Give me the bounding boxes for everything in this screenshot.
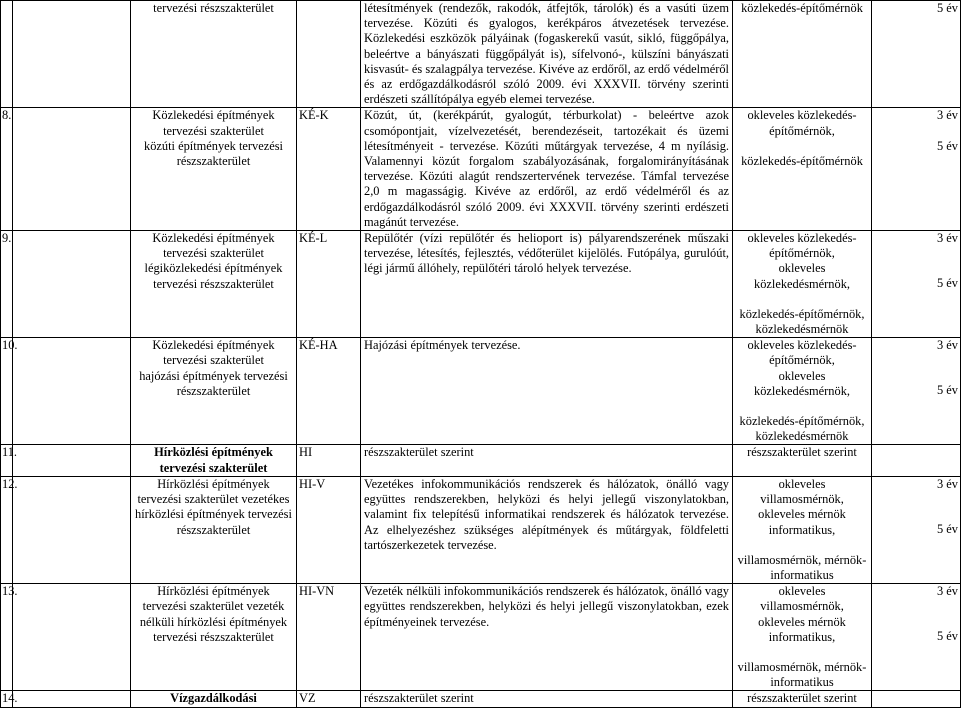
years-cell	[872, 445, 961, 476]
area-cell	[131, 476, 297, 583]
years-text: 3 év	[937, 108, 958, 123]
spacer	[875, 537, 958, 552]
years-text: 3 év	[937, 338, 958, 353]
years-cell	[872, 108, 961, 231]
years-text: 5 év	[937, 629, 958, 644]
qualification-text: okleveles villamosmérnök, okleveles mérnök informatikus,	[758, 476, 846, 537]
spacer	[875, 368, 958, 383]
spacer-cell	[13, 108, 131, 231]
spacer-cell	[13, 476, 131, 583]
table-row	[1, 445, 961, 476]
code-cell: KÉ-HA	[297, 338, 361, 445]
area-cell	[131, 584, 297, 691]
qualification-cell	[733, 1, 872, 108]
area-text: Hírközlési építmények tervezési szakterület	[154, 445, 273, 475]
row-number: 12.	[1, 476, 13, 583]
qualification-text: közlekedésmérnök	[755, 429, 849, 444]
description-cell: Vezetékes infokommunikációs rendszerek és hálózatok, önálló vagy együttes rendszerekben, helyközi és helyi jellegű viszonylatokban, valamint fix telepítésű informatikai rendszerek és hálózatok tervezése. Az elhelyezéshez szükséges alépítmények és műtárgyak, földfeletti tartószerkezetek tervezése.	[361, 476, 733, 583]
spacer-cell	[13, 1, 131, 108]
qualification-text: okleveles közlekedésmérnök,	[754, 261, 850, 291]
description-cell: létesítmények (rendezők, rakodók, átfejtők, tárolók) és a vasúti üzem tervezése. Közúti és gyalogos, kerékpáros átvezetések tervezése. Közlekedési eszközök pályáinak (fogaskerekű vasút, sikló, függőpálya, beleértve a bányászati függőpályát is), sífelvonó-, külszíni bányászati kisvasút- és szalagpálya tervezése. Kivéve az erdőről, az erdő védelméről és az erdőgazdálkodásról szóló 2009. évi XXXVII. törvény szerinti erdészeti szállítópálya egyéb elemei tervezése.	[361, 1, 733, 108]
qualification-cell	[733, 584, 872, 691]
years-text: 3 év	[937, 584, 958, 599]
row-number: 14.	[2, 691, 18, 706]
qualification-cell	[733, 338, 872, 445]
years-text: 3 év	[937, 231, 958, 246]
spacer	[875, 507, 958, 522]
code-cell: HI	[297, 445, 361, 476]
spacer	[875, 492, 958, 507]
row-number: 10.	[1, 338, 13, 445]
area-text: Közlekedési építmények tervezési szakterület	[152, 338, 275, 368]
qualification-text: közlekedés-építőmérnök	[741, 1, 863, 15]
spacer	[736, 645, 868, 660]
area-cell	[131, 1, 297, 108]
area-text: hajózási építmények tervezési részszakterület	[139, 368, 288, 398]
spacer	[875, 614, 958, 629]
qualification-cell	[733, 476, 872, 583]
spacer	[875, 691, 958, 706]
area-text: Hírközlési építmények tervezési szakterület vezetékes hírközlési építmények tervezési részszakterület	[135, 476, 292, 537]
qualification-text: közlekedésmérnök	[755, 322, 849, 337]
table-row	[1, 476, 961, 583]
area-cell	[131, 338, 297, 445]
spacer-cell	[13, 231, 131, 338]
spacer-cell	[13, 338, 131, 445]
description-cell: Vezeték nélküli infokommunikációs rendszerek és hálózatok, önálló vagy együttes rendszerekben, helyközi és helyi jellegű viszonylatokban, ezek építményeinek tervezése.	[361, 584, 733, 691]
area-cell	[131, 691, 297, 707]
area-text: Közlekedési építmények tervezési szakterület	[152, 108, 275, 138]
qualification-cell	[733, 231, 872, 338]
spacer-cell	[13, 445, 131, 476]
area-text: légiközlekedési építmények tervezési részszakterület	[144, 261, 283, 291]
spacer	[875, 261, 958, 276]
years-cell	[872, 476, 961, 583]
spacer	[875, 124, 958, 139]
row-number: 13.	[1, 584, 13, 691]
qualification-text: okleveles közlekedés-építőmérnök,	[747, 338, 857, 368]
table-row	[1, 338, 961, 445]
spacer	[875, 645, 958, 660]
qualification-text: közlekedés-építőmérnök,	[739, 306, 865, 321]
years-text: 5 év	[937, 276, 958, 291]
years-cell	[872, 338, 961, 445]
area-text: tervezési részszakterület	[153, 1, 274, 15]
qualification-text: közlekedés-építőmérnök	[741, 153, 863, 168]
spacer-cell	[13, 691, 131, 707]
table-row	[1, 1, 961, 108]
qualification-cell	[733, 108, 872, 231]
description-cell: részszakterület szerint	[361, 445, 733, 476]
qualification-text: villamosmérnök, mérnök-informatikus	[737, 552, 867, 582]
qualification-text: villamosmérnök, mérnök-informatikus	[737, 659, 867, 690]
spacer	[875, 445, 958, 460]
qualification-cell	[733, 445, 872, 476]
code-cell: HI-VN	[297, 584, 361, 691]
years-cell	[872, 691, 961, 707]
spacer	[875, 599, 958, 614]
spacer	[736, 399, 868, 414]
table-row	[1, 584, 961, 691]
spacer	[736, 292, 868, 307]
area-cell	[131, 231, 297, 338]
qualification-text: okleveles közlekedés-építőmérnök,	[747, 231, 857, 261]
description-cell: Hajózási építmények tervezése.	[361, 338, 733, 445]
spacer	[875, 246, 958, 261]
description-cell: részszakterület szerint	[361, 691, 733, 707]
area-cell	[131, 108, 297, 231]
qualification-text: okleveles villamosmérnök, okleveles mérnök informatikus,	[758, 584, 846, 644]
area-cell	[131, 445, 297, 476]
spacer-cell	[13, 584, 131, 691]
description-cell: Közút, út, (kerékpárút, gyalogút, térburkolat) - beleértve azok csomópontjait, vízelvezetését, berendezéseit, tartozékait és üzemi létesítményeit - tervezése. Közúti műtárgyak tervezése, 4 m nyílásig. Valamennyi közút forgalom szabályozásának, forgalomirányításának tervezése. Közúti alagút rendszertervének tervezése. Támfal tervezése 2,0 m magasságig. Kivéve az erdőről, az erdő védelméről és az erdőgazdálkodásról szóló 2009. évi XXXVII. törvény szerinti erdészeti magánút tervezése.	[361, 108, 733, 231]
years-text: 5 év	[937, 138, 958, 153]
code-cell: VZ	[297, 691, 361, 707]
years-text: 5 év	[937, 383, 958, 398]
years-text: 5 év	[937, 1, 958, 15]
years-text: 3 év	[937, 476, 958, 491]
years-text: 5 év	[937, 522, 958, 537]
spacer	[736, 139, 868, 154]
area-text: Vízgazdálkodási	[170, 691, 257, 706]
table-row	[1, 691, 961, 707]
code-cell	[297, 1, 361, 108]
row-number: 8.	[1, 108, 13, 231]
spacer	[736, 538, 868, 553]
qualification-text: részszakterület szerint	[747, 445, 857, 460]
table-row	[1, 108, 961, 231]
row-number: 11.	[1, 445, 13, 476]
description-cell: Repülőtér (vízi repülőtér és helioport is) pályarendszerének műszaki tervezése, létesítés, fejlesztés, védőterület kijelölés. Futópálya, gurulóút, légi jármű állóhely, repülőtéri tároló helyek tervezése.	[361, 231, 733, 338]
table-row	[1, 231, 961, 338]
area-text: közúti építmények tervezési részszakterület	[144, 138, 283, 169]
row-number	[1, 1, 13, 108]
code-cell: KÉ-L	[297, 231, 361, 338]
table-body	[1, 1, 961, 708]
years-cell	[872, 1, 961, 108]
row-number: 9.	[1, 231, 13, 338]
qualification-text: közlekedés-építőmérnök,	[739, 414, 865, 429]
years-cell	[872, 231, 961, 338]
years-cell	[872, 584, 961, 691]
area-text: Közlekedési építmények tervezési szakterület	[152, 231, 275, 261]
code-cell: KÉ-K	[297, 108, 361, 231]
spacer	[875, 353, 958, 368]
spacer	[875, 399, 958, 414]
spacer	[875, 291, 958, 306]
qualification-cell	[733, 691, 872, 707]
qualification-text: okleveles közlekedésmérnök,	[754, 368, 850, 398]
area-text: Hírközlési építmények tervezési szakterület vezeték nélküli hírközlési építmények tervezési részszakterület	[139, 584, 288, 644]
code-cell: HI-V	[297, 476, 361, 583]
qualification-text: okleveles közlekedés-építőmérnök,	[747, 108, 857, 138]
qualification-text: részszakterület szerint	[747, 691, 857, 706]
